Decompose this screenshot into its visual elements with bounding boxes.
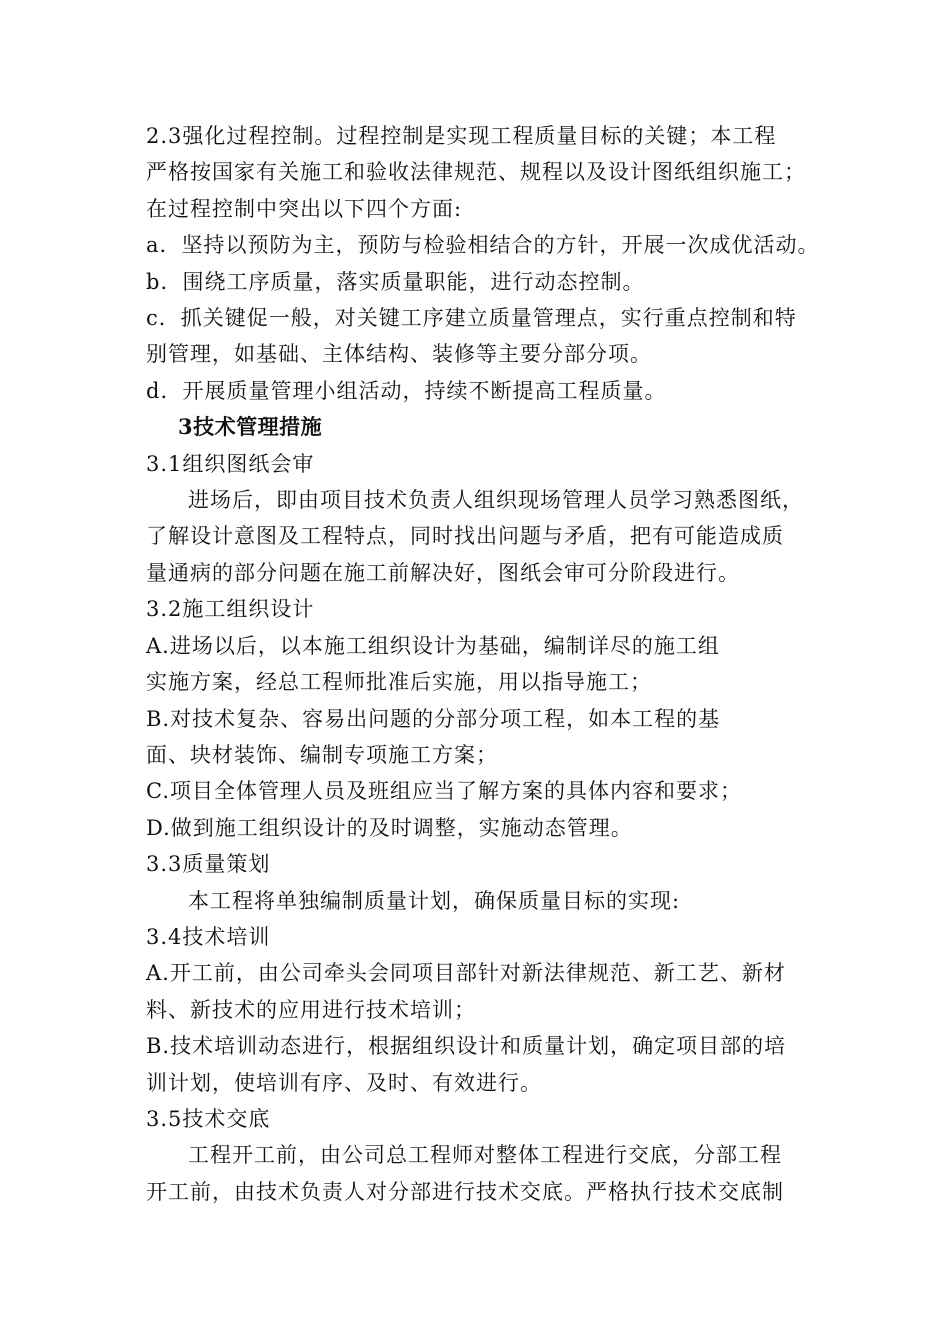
list-item: D.做到施工组织设计的及时调整，实施动态管理。 bbox=[146, 815, 633, 840]
subsection-heading: 3.2施工组织设计 bbox=[146, 597, 315, 622]
paragraph-line: 在过程控制中突出以下四个方面: bbox=[146, 196, 463, 221]
list-item: C.项目全体管理人员及班组应当了解方案的具体内容和要求； bbox=[146, 779, 742, 804]
document-body bbox=[146, 118, 820, 1210]
subsection-heading: 3.5技术交底 bbox=[146, 1106, 271, 1131]
list-item-b: b．围绕工序质量，落实质量职能，进行动态控制。 bbox=[146, 269, 645, 294]
paragraph-line: 训计划，使培训有序、及时、有效进行。 bbox=[146, 1070, 542, 1095]
paragraph-line: 进场后，即由项目技术负责人组织现场管理人员学习熟悉图纸， bbox=[188, 488, 804, 513]
paragraph-line: 量通病的部分问题在施工前解决好，图纸会审可分阶段进行。 bbox=[146, 560, 740, 585]
paragraph-line: 别管理，如基础、主体结构、装修等主要分部分项。 bbox=[146, 342, 652, 367]
section-heading: 3技术管理措施 bbox=[178, 414, 323, 440]
paragraph-line: 了解设计意图及工程特点，同时找出问题与矛盾，把有可能造成质 bbox=[146, 524, 784, 549]
list-item: B.对技术复杂、容易出问题的分部分项工程，如本工程的基 bbox=[146, 706, 721, 731]
paragraph-line: 本工程将单独编制质量计划，确保质量目标的实现: bbox=[188, 888, 681, 913]
paragraph-line: 开工前，由技术负责人对分部进行技术交底。严格执行技术交底制 bbox=[146, 1179, 784, 1204]
list-item: B.技术培训动态进行，根据组织设计和质量计划，确定项目部的培 bbox=[146, 1034, 787, 1059]
paragraph-line: 料、新技术的应用进行技术培训； bbox=[146, 997, 476, 1022]
subsection-heading: 3.1组织图纸会审 bbox=[146, 451, 315, 476]
paragraph-line: 实施方案，经总工程师批准后实施，用以指导施工； bbox=[146, 670, 652, 695]
paragraph-line: 面、块材装饰、编制专项施工方案； bbox=[146, 742, 498, 767]
list-item: A.进场以后，以本施工组织设计为基础，编制详尽的施工组 bbox=[146, 633, 720, 658]
subsection-heading: 3.4技术培训 bbox=[146, 924, 271, 949]
paragraph-line: 工程开工前，由公司总工程师对整体工程进行交底，分部工程 bbox=[188, 1143, 782, 1168]
subsection-heading: 3.3质量策划 bbox=[146, 852, 271, 877]
list-item: A.开工前，由公司牵头会同项目部针对新法律规范、新工艺、新材 bbox=[146, 961, 786, 986]
paragraph-line: 严格按国家有关施工和验收法律规范、规程以及设计图纸组织施工； bbox=[146, 160, 806, 185]
list-item-c: c．抓关键促一般，对关键工序建立质量管理点，实行重点控制和特 bbox=[146, 306, 797, 331]
paragraph-line: 2.3强化过程控制。过程控制是实现工程质量目标的关键；本工程 bbox=[146, 124, 777, 148]
list-item-d: d．开展质量管理小组活动，持续不断提高工程质量。 bbox=[146, 378, 667, 403]
list-item-a: a．坚持以预防为主，预防与检验相结合的方针，开展一次成优活动。 bbox=[146, 233, 820, 258]
